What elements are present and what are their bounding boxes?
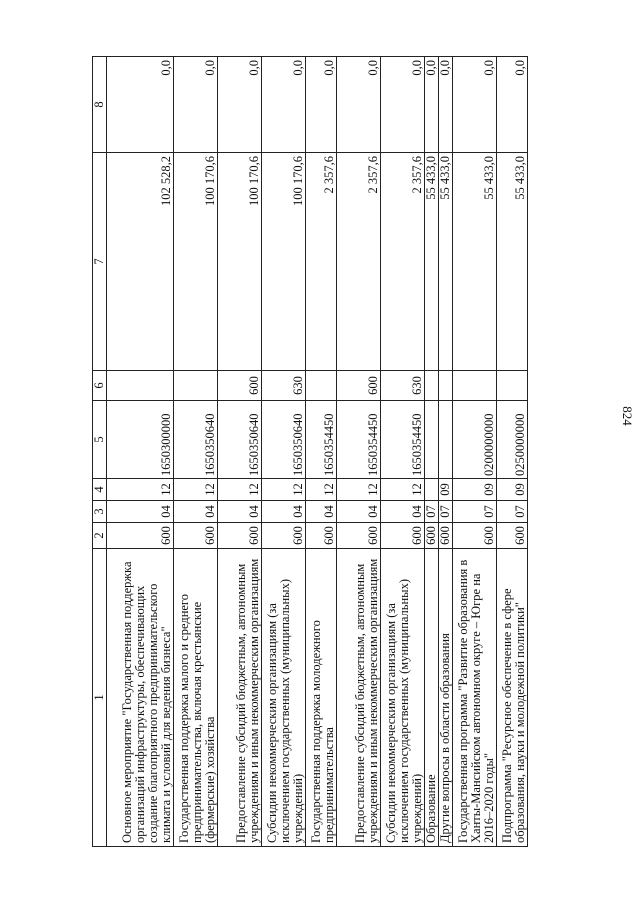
row-cell-c8: 0,0 xyxy=(337,57,381,153)
row-cell-c6 xyxy=(439,371,453,401)
row-cell-c8: 0,0 xyxy=(381,57,425,153)
row-cell-c2: 600 xyxy=(497,523,528,549)
row-cell-c7: 2 357,6 xyxy=(337,153,381,371)
table-row xyxy=(381,57,425,847)
row-name-cell: Государственная программа "Развитие образования в Ханты-Мансийском автономном округе – Югре на 2016–2020 годы" xyxy=(453,549,497,847)
row-cell-c5: 1650354450 xyxy=(306,401,337,479)
row-name-cell: Субсидии некоммерческим организациям (за исключением государственных (муниципальных) учреждений) xyxy=(262,549,306,847)
row-cell-c3: 04 xyxy=(381,501,425,523)
row-cell-c5: 1650300000 xyxy=(107,401,174,479)
row-cell-c6: 630 xyxy=(381,371,425,401)
row-name-cell: Государственная поддержка малого и среднего предпринимательства, включая крестьянские (фермерские) хозяйства xyxy=(174,549,218,847)
row-cell-c3: 07 xyxy=(439,501,453,523)
row-cell-c2: 600 xyxy=(306,523,337,549)
row-cell-c6 xyxy=(497,371,528,401)
row-cell-c2: 600 xyxy=(107,523,174,549)
row-cell-c2: 600 xyxy=(439,523,453,549)
table-row xyxy=(497,57,528,847)
row-cell-c5: 0250000000 xyxy=(497,401,528,479)
row-cell-c6: 600 xyxy=(337,371,381,401)
row-cell-c3: 04 xyxy=(337,501,381,523)
table-row xyxy=(453,57,497,847)
row-cell-c8: 0,0 xyxy=(262,57,306,153)
row-name-cell: Государственная поддержка молодежного предпринимательства xyxy=(306,549,337,847)
row-cell-c8: 0,0 xyxy=(107,57,174,153)
row-cell-c4: 09 xyxy=(453,479,497,501)
row-cell-c4: 09 xyxy=(497,479,528,501)
row-cell-c5: 1650350640 xyxy=(262,401,306,479)
row-cell-c7: 2 357,6 xyxy=(306,153,337,371)
row-cell-c4: 09 xyxy=(439,479,453,501)
row-cell-c5: 1650354450 xyxy=(337,401,381,479)
row-cell-c2: 600 xyxy=(425,523,439,549)
row-cell-c5 xyxy=(439,401,453,479)
row-cell-c7: 100 170,6 xyxy=(262,153,306,371)
row-cell-c7: 100 170,6 xyxy=(218,153,262,371)
row-name-cell: Предоставление субсидий бюджетным, автономным учреждениям и иным некоммерческим организациям xyxy=(337,549,381,847)
table-row xyxy=(425,57,439,847)
table-row xyxy=(439,57,453,847)
row-cell-c3: 07 xyxy=(497,501,528,523)
row-cell-c8: 0,0 xyxy=(174,57,218,153)
row-cell-c7: 55 433,0 xyxy=(439,153,453,371)
budget-table xyxy=(92,56,528,847)
row-cell-c3: 04 xyxy=(306,501,337,523)
row-cell-c7: 55 433,0 xyxy=(425,153,439,371)
row-cell-c2: 600 xyxy=(381,523,425,549)
row-cell-c4: 12 xyxy=(381,479,425,501)
header-cell: 7 xyxy=(93,153,107,371)
row-cell-c8: 0,0 xyxy=(425,57,439,153)
table-row xyxy=(218,57,262,847)
row-cell-c3: 04 xyxy=(107,501,174,523)
row-cell-c3: 04 xyxy=(218,501,262,523)
row-cell-c4: 12 xyxy=(107,479,174,501)
row-cell-c4: 12 xyxy=(337,479,381,501)
row-cell-c8: 0,0 xyxy=(497,57,528,153)
row-cell-c3: 07 xyxy=(453,501,497,523)
row-cell-c6 xyxy=(453,371,497,401)
row-cell-c4: 12 xyxy=(218,479,262,501)
row-name-cell: Основное мероприятие "Государственная поддержка организаций инфраструктуры, обеспечивающих создание благоприятного предпринимательского климата и условий для ведения бизнеса" xyxy=(107,549,174,847)
table-row xyxy=(174,57,218,847)
table-row xyxy=(107,57,174,847)
row-cell-c5: 0200000000 xyxy=(453,401,497,479)
row-name-cell: Другие вопросы в области образования xyxy=(439,549,453,847)
page-number: 824 xyxy=(620,406,635,426)
row-cell-c5: 1650350640 xyxy=(218,401,262,479)
row-cell-c6 xyxy=(425,371,439,401)
table-row xyxy=(337,57,381,847)
header-cell: 5 xyxy=(93,401,107,479)
row-cell-c2: 600 xyxy=(262,523,306,549)
header-cell: 1 xyxy=(93,549,107,847)
row-cell-c7: 100 170,6 xyxy=(174,153,218,371)
row-cell-c3: 07 xyxy=(425,501,439,523)
row-cell-c8: 0,0 xyxy=(218,57,262,153)
row-cell-c4: 12 xyxy=(174,479,218,501)
row-name-cell: Подпрограмма "Ресурсное обеспечение в сфере образования, науки и молодежной политики" xyxy=(497,549,528,847)
row-cell-c6 xyxy=(306,371,337,401)
row-cell-c5 xyxy=(425,401,439,479)
rotated-table-container xyxy=(92,57,592,847)
row-cell-c7: 2 357,6 xyxy=(381,153,425,371)
row-name-cell: Предоставление субсидий бюджетным, автономным учреждениям и иным некоммерческим организациям xyxy=(218,549,262,847)
table-row xyxy=(306,57,337,847)
header-cell: 6 xyxy=(93,371,107,401)
row-cell-c8: 0,0 xyxy=(453,57,497,153)
header-cell: 2 xyxy=(93,523,107,549)
row-cell-c3: 04 xyxy=(174,501,218,523)
row-cell-c5: 1650354450 xyxy=(381,401,425,479)
row-cell-c8: 0,0 xyxy=(439,57,453,153)
row-cell-c2: 600 xyxy=(218,523,262,549)
row-cell-c6: 630 xyxy=(262,371,306,401)
row-cell-c6 xyxy=(174,371,218,401)
row-cell-c2: 600 xyxy=(337,523,381,549)
row-cell-c6: 600 xyxy=(218,371,262,401)
row-cell-c2: 600 xyxy=(453,523,497,549)
header-cell: 4 xyxy=(93,479,107,501)
row-name-cell: Субсидии некоммерческим организациям (за исключением государственных (муниципальных) учреждений) xyxy=(381,549,425,847)
table-row xyxy=(262,57,306,847)
row-cell-c4: 12 xyxy=(306,479,337,501)
row-cell-c2: 600 xyxy=(174,523,218,549)
header-row xyxy=(93,57,107,847)
row-cell-c3: 04 xyxy=(262,501,306,523)
header-cell: 3 xyxy=(93,501,107,523)
row-cell-c4: 12 xyxy=(262,479,306,501)
row-cell-c5: 1650350640 xyxy=(174,401,218,479)
row-cell-c7: 102 528,2 xyxy=(107,153,174,371)
row-cell-c8: 0,0 xyxy=(306,57,337,153)
row-cell-c4 xyxy=(425,479,439,501)
row-name-cell: Образование xyxy=(425,549,439,847)
row-cell-c7: 55 433,0 xyxy=(497,153,528,371)
header-cell: 8 xyxy=(93,57,107,153)
row-cell-c6 xyxy=(107,371,174,401)
row-cell-c7: 55 433,0 xyxy=(453,153,497,371)
table-body xyxy=(93,57,528,847)
